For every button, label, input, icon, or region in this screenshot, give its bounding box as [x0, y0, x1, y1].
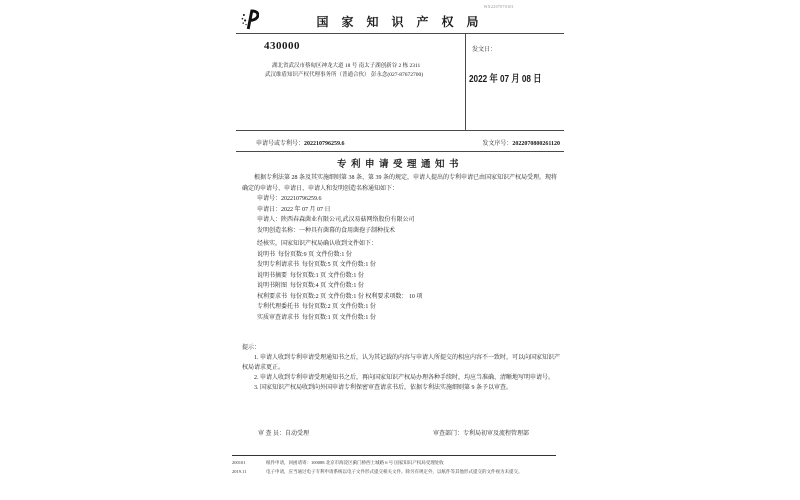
document-code: WX2207070101 [483, 4, 514, 9]
notice-title: 专利申请受理通知书 [336, 160, 463, 170]
examiner-value: 自动受理 [285, 431, 310, 437]
doc-name: 说明书 [257, 251, 276, 258]
footer-notes [232, 459, 564, 477]
doc-name: 专利代理委托书 [257, 304, 300, 310]
serial-number [482, 138, 560, 147]
agency-title: 国 家 知 识 产 权 局 [316, 15, 484, 29]
recipient-address [265, 62, 463, 80]
doc-detail: 每份页数:4 页 文件份数:1 份 [290, 283, 364, 289]
note-item-3: 3. 国家知识产权局收到向外国申请专利保密审查请求书后，依据专利法实施细则第 9 条予以审查。 [254, 385, 513, 391]
header-divider [236, 33, 564, 34]
doc-detail: 每份页数:2 页 文件份数:1 份 权利要求项数： 10 项 [290, 293, 423, 300]
received-item [242, 271, 561, 282]
doc-name: 说明书摘要 [257, 272, 288, 279]
department-label: 审查部门： [433, 431, 464, 437]
application-number [256, 138, 345, 147]
received-item [242, 281, 561, 292]
field-application-no [242, 194, 561, 205]
review-department [433, 428, 529, 437]
received-item [242, 313, 561, 324]
field-value: 2022 年 07 月 07 日 [281, 206, 331, 213]
doc-detail: 每份页数:1 页 文件份数:1 份 [290, 272, 364, 279]
postal-code: 430000 [264, 40, 300, 52]
doc-name: 实质审查请求书 [257, 314, 300, 321]
field-value: 一种具有菌幕的食用菌孢子制种技术 [299, 227, 396, 234]
notice-body [242, 173, 561, 236]
doc-name: 说明书附图 [257, 283, 288, 289]
received-documents [242, 239, 561, 323]
doc-detail: 每份页数:9 页 文件份数:1 份 [278, 251, 352, 258]
application-number-value: 202210796259.6 [304, 141, 345, 147]
field-application-date [242, 205, 561, 216]
notes-label: 提示： [242, 345, 261, 351]
doc-detail: 每份页数:1 页 文件份数:1 份 [302, 314, 376, 321]
footer-divider [232, 455, 556, 456]
form-version: 2019.11 [232, 469, 247, 474]
field-label: 申请号： [257, 196, 282, 202]
issue-date-value: 2022 年 07 月 08 日 [469, 74, 542, 85]
doc-detail: 每份页数:5 页 文件份数:1 份 [302, 262, 376, 268]
received-item [242, 250, 561, 261]
form-code: 200101 [232, 460, 246, 465]
received-intro: 经核实，国家知识产权局确认收到文件如下： [257, 241, 378, 247]
date-box-divider [465, 33, 466, 130]
received-item [242, 260, 561, 271]
patent-notice-page [230, 0, 570, 500]
address-line-2: 武汉维盾知识产权代理事务所（普通合伙） 彭永念(027-87672700) [265, 72, 424, 78]
doc-name: 发明专利请求书 [257, 262, 300, 268]
intro-paragraph: 根据专利法第 28 条及其实施细则第 38 条、第 39 条的规定，申请人提出的专利申请已由国家知识产权局受理。现将确定的申请号、申请日、申请人和发明创造名称通知如下： [242, 175, 558, 192]
issue-date-label: 发文日： [472, 47, 497, 53]
field-invention-title [242, 226, 561, 237]
field-value: 202210796259.6 [281, 196, 322, 202]
examiner-row [258, 428, 560, 437]
doc-name: 权利要求书 [257, 293, 288, 300]
notes-section [242, 343, 561, 393]
received-item [242, 292, 561, 303]
field-label: 申请日： [257, 206, 282, 213]
field-value: 陕西春森菌业有限公司,武汉易菇网络股份有限公司 [281, 217, 415, 223]
serial-number-label: 发文序号： [482, 141, 513, 147]
field-label: 申请人： [257, 217, 282, 223]
department-value: 专利局初审及流程管理部 [463, 431, 530, 437]
received-item [242, 302, 561, 313]
footer-text: 纸件申请，回函请寄：100088 北京市海淀区蓟门桥西土城路 6 号 国家知识产权局受理处收 [266, 460, 444, 465]
application-number-label: 申请号或专利号： [256, 141, 305, 147]
footer-row [232, 459, 564, 466]
title-divider [236, 151, 564, 152]
note-item-2: 2. 申请人收到专利申请受理通知书之后，再向国家知识产权局办理各种手续时，均应当准确、清晰地写明申请号。 [254, 375, 555, 381]
reference-row [256, 138, 560, 147]
field-applicant [242, 215, 561, 226]
address-line-1: 湖北省武汉市蔡甸区神龙大道 18 号 南太子湖创新谷 2 栋 2311 [272, 63, 421, 69]
footer-text: 电子申请，应当通过电子专利申请系统以电子文件形式提交相关文件。除另有规定外，以纸件等其他形式提交的文件视为未提交。 [266, 469, 523, 474]
examiner-label: 审 查 员： [258, 431, 286, 437]
footer-row [232, 468, 564, 475]
field-label: 发明创造名称： [257, 227, 300, 234]
doc-detail: 每份页数:2 页 文件份数:1 份 [302, 304, 376, 310]
serial-number-value: 2022070800261120 [512, 141, 560, 147]
address-block-divider [236, 130, 564, 131]
note-item-1: 1. 申请人收到专利申请受理通知书之后，认为其记载的内容与申请人所提交的相应内容不一致时，可以向国家知识产权局请求更正。 [242, 355, 561, 371]
